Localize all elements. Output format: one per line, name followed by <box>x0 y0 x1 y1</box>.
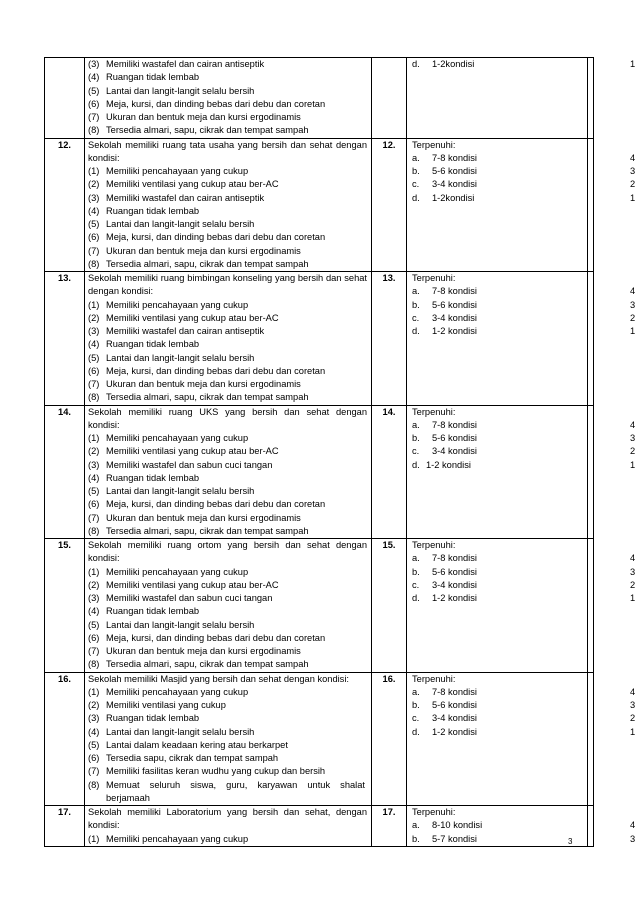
condition-text: Memiliki pencahayaan yang cukup <box>106 299 249 310</box>
option-text: 3-4 kondisi <box>432 579 477 590</box>
answer-header: Terpenuhi: <box>412 540 456 550</box>
condition-number: (8) <box>88 392 100 403</box>
condition-item <box>88 472 367 485</box>
option-text: 5-6 kondisi <box>432 299 477 310</box>
condition-number: (1) <box>88 433 100 443</box>
condition-text: Ukuran dan bentuk meja dan kursi ergodinamis <box>106 379 301 389</box>
answer-option <box>412 165 587 178</box>
condition-number: (4) <box>88 726 100 737</box>
answer-cell <box>407 138 588 272</box>
option-letter: a. <box>412 553 420 564</box>
answer-option <box>412 579 587 592</box>
option-letter: d. <box>412 593 420 603</box>
item-number: 13. <box>58 273 71 283</box>
answer-option <box>412 178 587 191</box>
condition-text: Lantai dan langit-langit selalu bersih <box>106 85 255 96</box>
item-number: 17. <box>58 807 71 817</box>
condition-text: Ruangan tidak lembab <box>106 713 200 724</box>
option-letter: a. <box>412 686 420 697</box>
condition-text: Lantai dan langit-langit selalu bersih <box>106 726 255 737</box>
answer-header: Terpenuhi: <box>412 273 456 283</box>
condition-item <box>88 498 367 511</box>
option-letter: c. <box>412 579 420 590</box>
condition-text: Tersedia almari, sapu, cikrak dan tempat sampah <box>106 258 309 269</box>
option-letter: d. <box>412 192 420 203</box>
condition-item <box>88 231 367 244</box>
item-number: 14. <box>58 406 71 417</box>
condition-number: (3) <box>88 593 100 603</box>
question-intro: Sekolah memiliki Masjid yang bersih dan sehat dengan kondisi: <box>88 673 349 684</box>
criteria-table <box>44 57 636 847</box>
condition-number: (2) <box>88 579 100 590</box>
condition-text: Ukuran dan bentuk meja dan kursi ergodinamis <box>106 646 301 656</box>
answer-number: 14. <box>382 406 396 417</box>
condition-number: (6) <box>88 753 100 763</box>
condition-number: (8) <box>88 258 100 269</box>
option-text: 1-2 kondisi <box>432 726 477 737</box>
condition-number: (7) <box>88 112 100 122</box>
condition-item <box>88 592 367 605</box>
condition-text: Tersedia almari, sapu, cikrak dan tempat sampah <box>106 392 309 403</box>
condition-text: Tersedia almari, sapu, cikrak dan tempat sampah <box>106 525 309 536</box>
answer-option <box>412 566 587 579</box>
option-text: 1-2 kondisi <box>432 593 477 603</box>
condition-number: (6) <box>88 98 100 109</box>
item-number-cell <box>45 138 85 272</box>
question-intro: Sekolah memiliki ruang ortom yang bersih dan sehat dengan kondisi: <box>88 540 367 564</box>
table-row <box>45 58 594 139</box>
condition-text: Lantai dalam keadaan kering atau berkarpet <box>106 739 288 750</box>
option-letter: d. <box>412 59 420 69</box>
answer-option <box>412 445 587 458</box>
condition-number: (7) <box>88 245 100 256</box>
condition-item <box>88 365 367 378</box>
answer-option <box>412 325 587 338</box>
condition-item <box>88 378 367 391</box>
answer-header: Terpenuhi: <box>412 406 456 417</box>
condition-text: Lantai dan langit-langit selalu bersih <box>106 486 255 496</box>
condition-item <box>88 178 367 191</box>
answer-option <box>412 552 587 565</box>
condition-item <box>88 71 367 84</box>
condition-text: Memiliki pencahayaan yang cukup <box>106 833 249 844</box>
condition-number: (2) <box>88 179 100 190</box>
option-letter: b. <box>412 433 420 443</box>
option-letter: a. <box>412 152 420 163</box>
condition-item <box>88 391 367 404</box>
answer-option <box>412 299 587 312</box>
answer-cell <box>407 58 588 139</box>
condition-item <box>88 579 367 592</box>
option-letter: c. <box>412 179 420 190</box>
condition-text: Ukuran dan bentuk meja dan kursi ergodinamis <box>106 112 301 122</box>
condition-item <box>88 205 367 218</box>
option-letter: d. <box>412 326 420 336</box>
option-text: 7-8 kondisi <box>432 152 477 163</box>
condition-number: (1) <box>88 686 100 697</box>
condition-item <box>88 726 367 739</box>
condition-text: Memuat seluruh siswa, guru, karyawan untuk shalat berjamaah <box>106 779 365 803</box>
option-text: 7-8 kondisi <box>432 286 477 297</box>
condition-text: Tersedia almari, sapu, cikrak dan tempat sampah <box>106 659 309 670</box>
score-cell: 4 3 2 1 <box>588 539 594 673</box>
option-letter: b. <box>412 299 420 310</box>
answer-cell <box>407 272 588 406</box>
condition-number: (5) <box>88 619 100 630</box>
table-row <box>45 272 594 406</box>
answer-option <box>412 699 587 712</box>
score-cell: 4 3 2 1 <box>588 138 594 272</box>
condition-text: Memiliki pencahayaan yang cukup <box>106 686 249 697</box>
condition-item <box>88 619 367 632</box>
score-cell: 4 3 2 1 <box>588 272 594 406</box>
table-row <box>45 138 594 272</box>
condition-item <box>88 605 367 618</box>
option-letter: a. <box>412 419 420 430</box>
answer-option <box>412 312 587 325</box>
condition-number: (3) <box>88 459 100 470</box>
answer-cell <box>407 806 588 847</box>
condition-number: (7) <box>88 766 100 777</box>
option-letter: b. <box>412 566 420 577</box>
condition-number: (4) <box>88 339 100 350</box>
question-intro: Sekolah memiliki ruang bimbingan konseling yang bersih dan sehat dengan kondisi: <box>88 273 367 297</box>
table-row <box>45 539 594 673</box>
condition-number: (2) <box>88 312 100 323</box>
score-cell: 1 <box>588 58 594 139</box>
condition-item <box>88 352 367 365</box>
condition-item <box>88 712 367 725</box>
condition-number: (6) <box>88 499 100 510</box>
condition-number: (5) <box>88 219 100 229</box>
answer-number-cell <box>372 806 407 847</box>
condition-text: Lantai dan langit-langit selalu bersih <box>106 619 255 630</box>
condition-item <box>88 833 367 846</box>
option-text: 8-10 kondisi <box>432 820 483 831</box>
condition-text: Lantai dan langit-langit selalu bersih <box>106 352 255 363</box>
condition-text: Ruangan tidak lembab <box>106 205 200 216</box>
answer-header: Terpenuhi: <box>412 139 456 150</box>
option-text: 1-2 kondisi <box>426 459 471 470</box>
condition-number: (2) <box>88 700 100 710</box>
condition-number: (8) <box>88 779 100 790</box>
option-text: 5-7 kondisi <box>432 833 477 844</box>
item-number: 15. <box>58 540 71 550</box>
answer-number-cell <box>372 539 407 673</box>
option-text: 3-4 kondisi <box>432 446 477 457</box>
condition-item <box>88 245 367 258</box>
answer-option <box>412 459 587 472</box>
condition-number: (5) <box>88 352 100 363</box>
option-text: 3-4 kondisi <box>432 179 477 190</box>
option-text: 5-6 kondisi <box>432 433 477 443</box>
condition-number: (8) <box>88 525 100 536</box>
condition-text: Ruangan tidak lembab <box>106 339 200 350</box>
option-text: 7-8 kondisi <box>432 553 477 564</box>
answer-number: 15. <box>382 540 396 550</box>
option-text: 5-6 kondisi <box>432 700 477 710</box>
answer-number-cell <box>372 58 407 139</box>
table-row <box>45 672 594 806</box>
condition-number: (5) <box>88 85 100 96</box>
condition-item <box>88 658 367 671</box>
condition-text: Memiliki pencahayaan yang cukup <box>106 433 249 443</box>
table-row <box>45 405 594 539</box>
condition-item <box>88 338 367 351</box>
option-letter: c. <box>412 713 420 724</box>
answer-number-cell <box>372 272 407 406</box>
condition-text: Meja, kursi, dan dinding bebas dari debu dan coretan <box>106 632 326 643</box>
condition-text: Memiliki wastafel dan cairan antiseptik <box>106 326 265 336</box>
condition-number: (3) <box>88 59 100 69</box>
option-letter: d. <box>412 459 420 470</box>
option-text: 3-4 kondisi <box>432 713 477 724</box>
condition-item <box>88 525 367 538</box>
item-number <box>45 58 84 71</box>
item-number-cell <box>45 806 85 847</box>
condition-item <box>88 686 367 699</box>
question-cell <box>85 58 372 139</box>
answer-number-cell <box>372 405 407 539</box>
condition-item <box>88 124 367 137</box>
condition-item <box>88 258 367 271</box>
table-row <box>45 806 594 847</box>
option-letter: a. <box>412 286 420 297</box>
option-letter: b. <box>412 700 420 710</box>
condition-text: Memiliki pencahayaan yang cukup <box>106 166 249 176</box>
condition-text: Memiliki ventilasi yang cukup atau ber-AC <box>106 312 279 323</box>
answer-option <box>412 686 587 699</box>
option-text: 5-6 kondisi <box>432 566 477 577</box>
item-number: 12. <box>58 139 71 150</box>
question-cell <box>85 272 372 406</box>
item-number-cell <box>45 539 85 673</box>
condition-item <box>88 299 367 312</box>
condition-item <box>88 632 367 645</box>
condition-number: (6) <box>88 632 100 643</box>
condition-number: (7) <box>88 646 100 656</box>
option-letter: c. <box>412 446 420 457</box>
condition-text: Meja, kursi, dan dinding bebas dari debu dan coretan <box>106 365 326 376</box>
condition-item <box>88 459 367 472</box>
answer-option <box>412 833 587 846</box>
page-number: 3 <box>568 837 573 846</box>
condition-text: Lantai dan langit-langit selalu bersih <box>106 219 255 229</box>
answer-option <box>412 432 587 445</box>
condition-number: (1) <box>88 166 100 176</box>
condition-item <box>88 192 367 205</box>
question-cell <box>85 672 372 806</box>
condition-text: Tersedia sapu, cikrak dan tempat sampah <box>106 753 279 763</box>
condition-item <box>88 165 367 178</box>
question-intro: Sekolah memiliki Laboratorium yang bersih dan sehat, dengan kondisi: <box>88 807 367 831</box>
condition-text: Meja, kursi, dan dinding bebas dari debu dan coretan <box>106 98 326 109</box>
condition-text: Memiliki fasilitas keran wudhu yang cukup dan bersih <box>106 766 326 777</box>
condition-text: Tersedia almari, sapu, cikrak dan tempat sampah <box>106 125 309 136</box>
answer-number: 13. <box>382 273 396 283</box>
condition-item <box>88 566 367 579</box>
option-text: 1-2kondisi <box>432 192 475 203</box>
answer-option <box>412 152 587 165</box>
answer-option <box>412 712 587 725</box>
condition-number: (2) <box>88 446 100 457</box>
answer-number: 12. <box>382 139 396 150</box>
condition-text: Memiliki ventilasi yang cukup <box>106 700 226 710</box>
condition-item <box>88 98 367 111</box>
condition-text: Ruangan tidak lembab <box>106 72 200 83</box>
condition-text: Ruangan tidak lembab <box>106 472 200 483</box>
condition-text: Memiliki ventilasi yang cukup atau ber-AC <box>106 446 279 457</box>
condition-item <box>88 432 367 445</box>
answer-option <box>412 592 587 605</box>
condition-text: Memiliki wastafel dan sabun cuci tangan <box>106 593 273 603</box>
item-number-cell <box>45 672 85 806</box>
condition-item <box>88 312 367 325</box>
condition-item <box>88 85 367 98</box>
option-text: 1-2 kondisi <box>432 326 477 336</box>
condition-number: (6) <box>88 365 100 376</box>
answer-cell <box>407 672 588 806</box>
answer-header: Terpenuhi: <box>412 807 456 817</box>
condition-text: Memiliki ventilasi yang cukup atau ber-AC <box>106 179 279 190</box>
condition-item <box>88 445 367 458</box>
option-letter: c. <box>412 312 420 323</box>
condition-text: Meja, kursi, dan dinding bebas dari debu dan coretan <box>106 232 326 243</box>
answer-number-cell <box>372 672 407 806</box>
item-number-cell <box>45 405 85 539</box>
question-cell <box>85 539 372 673</box>
option-text: 7-8 kondisi <box>432 419 477 430</box>
condition-text: Memiliki pencahayaan yang cukup <box>106 566 249 577</box>
option-letter: b. <box>412 833 420 844</box>
condition-item <box>88 111 367 124</box>
item-number: 16. <box>58 673 71 684</box>
condition-text: Memiliki wastafel dan sabun cuci tangan <box>106 459 273 470</box>
score-cell: 4 3 2 1 <box>588 405 594 539</box>
condition-item <box>88 779 367 806</box>
condition-text: Meja, kursi, dan dinding bebas dari debu dan coretan <box>106 499 326 510</box>
condition-number: (1) <box>88 566 100 577</box>
answer-number: 17. <box>382 807 396 817</box>
condition-text: Memiliki wastafel dan cairan antiseptik <box>106 192 265 203</box>
answer-number <box>372 58 406 71</box>
score-cell: 4 3 2 1 <box>588 672 594 806</box>
condition-text: Ukuran dan bentuk meja dan kursi ergodinamis <box>106 512 301 523</box>
answer-cell <box>407 539 588 673</box>
answer-number: 16. <box>382 673 396 684</box>
condition-number: (8) <box>88 659 100 670</box>
condition-number: (7) <box>88 379 100 389</box>
item-number-cell <box>45 58 85 139</box>
option-letter: a. <box>412 820 420 831</box>
option-letter: d. <box>412 726 420 737</box>
condition-number: (4) <box>88 72 100 83</box>
condition-item <box>88 752 367 765</box>
answer-option <box>412 192 587 205</box>
answer-header: Terpenuhi: <box>412 673 456 684</box>
question-cell <box>85 138 372 272</box>
question-intro: Sekolah memiliki ruang tata usaha yang bersih dan sehat dengan kondisi: <box>88 139 367 163</box>
condition-number: (7) <box>88 512 100 523</box>
condition-item <box>88 765 367 778</box>
condition-item <box>88 512 367 525</box>
condition-text: Ukuran dan bentuk meja dan kursi ergodinamis <box>106 245 301 256</box>
condition-item <box>88 58 367 71</box>
answer-option <box>412 58 587 71</box>
condition-number: (1) <box>88 833 100 844</box>
answer-option <box>412 726 587 739</box>
score-cell: 4 3 <box>588 806 594 847</box>
condition-number: (5) <box>88 739 100 750</box>
condition-number: (1) <box>88 299 100 310</box>
question-intro: Sekolah memiliki ruang UKS yang bersih dan sehat dengan kondisi: <box>88 406 367 430</box>
item-number-cell <box>45 272 85 406</box>
question-cell <box>85 405 372 539</box>
option-text: 3-4 kondisi <box>432 312 477 323</box>
answer-option <box>412 419 587 432</box>
condition-item <box>88 218 367 231</box>
condition-number: (6) <box>88 232 100 243</box>
condition-number: (3) <box>88 713 100 724</box>
answer-cell <box>407 405 588 539</box>
condition-number: (4) <box>88 472 100 483</box>
condition-item <box>88 699 367 712</box>
condition-number: (4) <box>88 205 100 216</box>
condition-number: (3) <box>88 326 100 336</box>
option-text: 1-2kondisi <box>432 59 475 69</box>
answer-option <box>412 285 587 298</box>
option-text: 7-8 kondisi <box>432 686 477 697</box>
condition-text: Ruangan tidak lembab <box>106 606 200 617</box>
condition-number: (8) <box>88 125 100 136</box>
answer-option <box>412 819 587 832</box>
condition-number: (3) <box>88 192 100 203</box>
condition-item <box>88 325 367 338</box>
condition-item <box>88 485 367 498</box>
option-text: 5-6 kondisi <box>432 166 477 176</box>
option-letter: b. <box>412 166 420 176</box>
condition-item <box>88 739 367 752</box>
condition-text: Memiliki wastafel dan cairan antiseptik <box>106 59 265 69</box>
answer-number-cell <box>372 138 407 272</box>
condition-number: (5) <box>88 486 100 496</box>
condition-item <box>88 645 367 658</box>
condition-text: Memiliki ventilasi yang cukup atau ber-AC <box>106 579 279 590</box>
question-cell <box>85 806 372 847</box>
condition-number: (4) <box>88 606 100 617</box>
